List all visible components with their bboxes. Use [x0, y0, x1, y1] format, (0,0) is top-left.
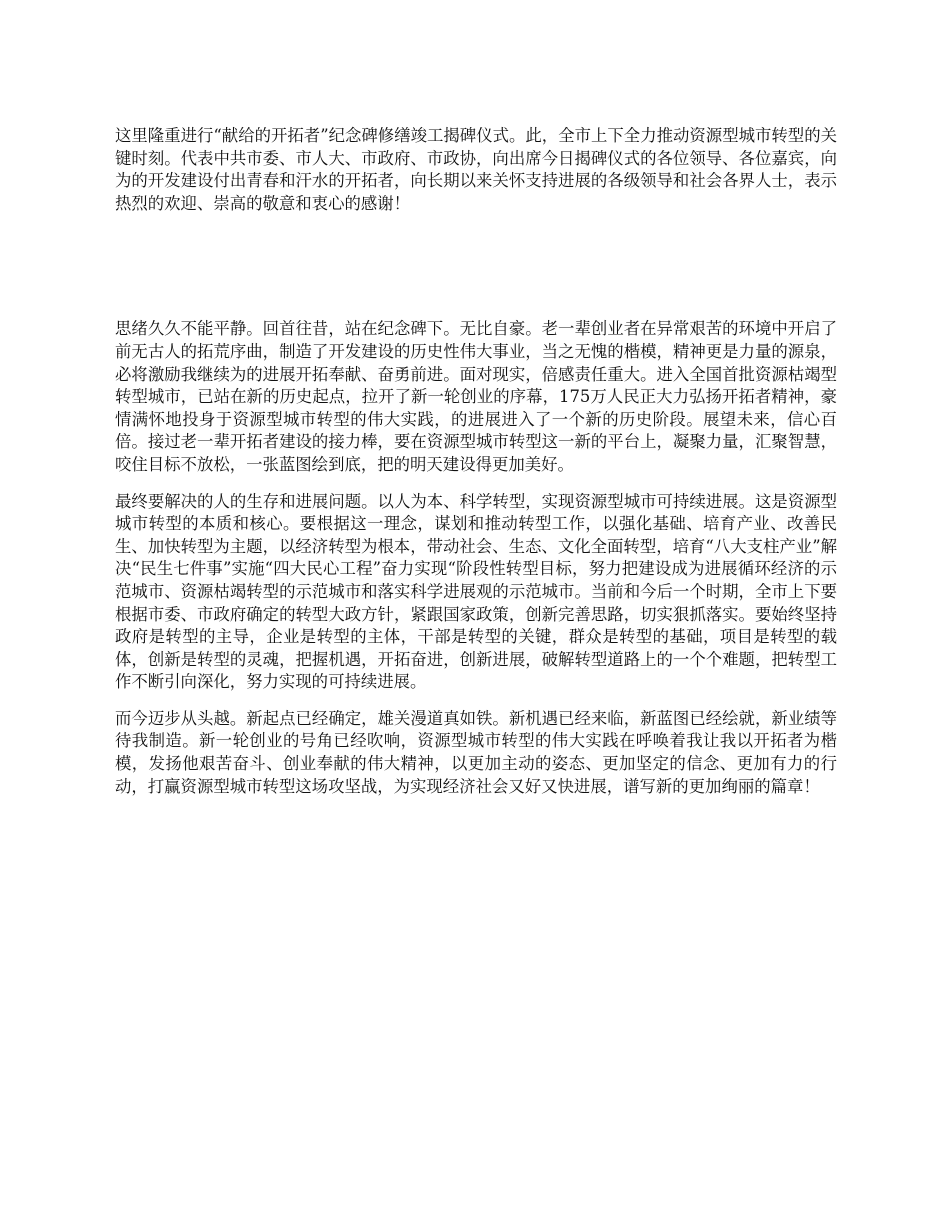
paragraph-1: 这里隆重进行“献给的开拓者”纪念碑修缮竣工揭碑仪式。此，全市上下全力推动资源型城市转型的关键时刻。代表中共市委、市人大、市政府、市政协，向出席今日揭碑仪式的各位领导、各位嘉宾，向为的开发建设付出青春和汗水的开拓者，向长期以来关怀支持进展的各级领导和社会各界人士，表示热烈的欢迎、崇高的敬意和衷心的感谢！ [115, 126, 837, 213]
paragraph-4: 而今迈步从头越。新起点已经确定，雄关漫道真如铁。新机遇已经来临，新蓝图已经绘就，新业绩等待我制造。新一轮创业的号角已经吹响，资源型城市转型的伟大实践在呼唤着我让我以开拓者为楷模，发扬他艰苦奋斗、创业奉献的伟大精神，以更加主动的姿态、更加坚定的信念、更加有力的行动，打赢资源型城市转型这场攻坚战，为实现经济社会又好又快进展，谱写新的更加绚丽的篇章！ [115, 708, 837, 796]
document-body [115, 125, 837, 798]
paragraph-3: 最终要解决的人的生存和进展问题。以人为本、科学转型，实现资源型城市可持续进展。这是资源型城市转型的本质和核心。要根据这一理念，谋划和推动转型工作，以强化基础、培育产业、改善民生、加快转型为主题，以经济转型为根本，带动社会、生态、文化全面转型，培育“八大支柱产业”解决“民生七件事”实施“四大民心工程”奋力实现“阶段性转型目标，努力把建设成为进展循环经济的示范城市、资源枯竭转型的示范城市和落实科学进展观的示范城市。当前和今后一个时期，全市上下要根据市委、市政府确定的转型大政方针，紧跟国家政策，创新完善思路，切实狠抓落实。要始终坚持政府是转型的主导，企业是转型的主体，干部是转型的关键，群众是转型的基础，项目是转型的载体，创新是转型的灵魂，把握机遇，开拓奋进，创新进展，破解转型道路上的一个个难题，把转型工作不断引向深化，努力实现的可持续进展。 [115, 491, 837, 692]
paragraph-2: 思绪久久不能平静。回首往昔，站在纪念碑下。无比自豪。老一辈创业者在异常艰苦的环境中开启了前无古人的拓荒序曲，制造了开发建设的历史性伟大事业，当之无愧的楷模，精神更是力量的源泉，必将激励我继续为的进展开拓奉献、奋勇前进。面对现实，倍感责任重大。进入全国首批资源枯竭型转型城市，已站在新的历史起点，拉开了新一轮创业的序幕，175万人民正大力弘扬开拓者精神，豪情满怀地投身于资源型城市转型的伟大实践，的进展进入了一个新的历史阶段。展望未来，信心百倍。接过老一辈开拓者建设的接力棒，要在资源型城市转型这一新的平台上，凝聚力量，汇聚智慧，咬住目标不放松，一张蓝图绘到底，把的明天建设得更加美好。 [115, 319, 837, 474]
